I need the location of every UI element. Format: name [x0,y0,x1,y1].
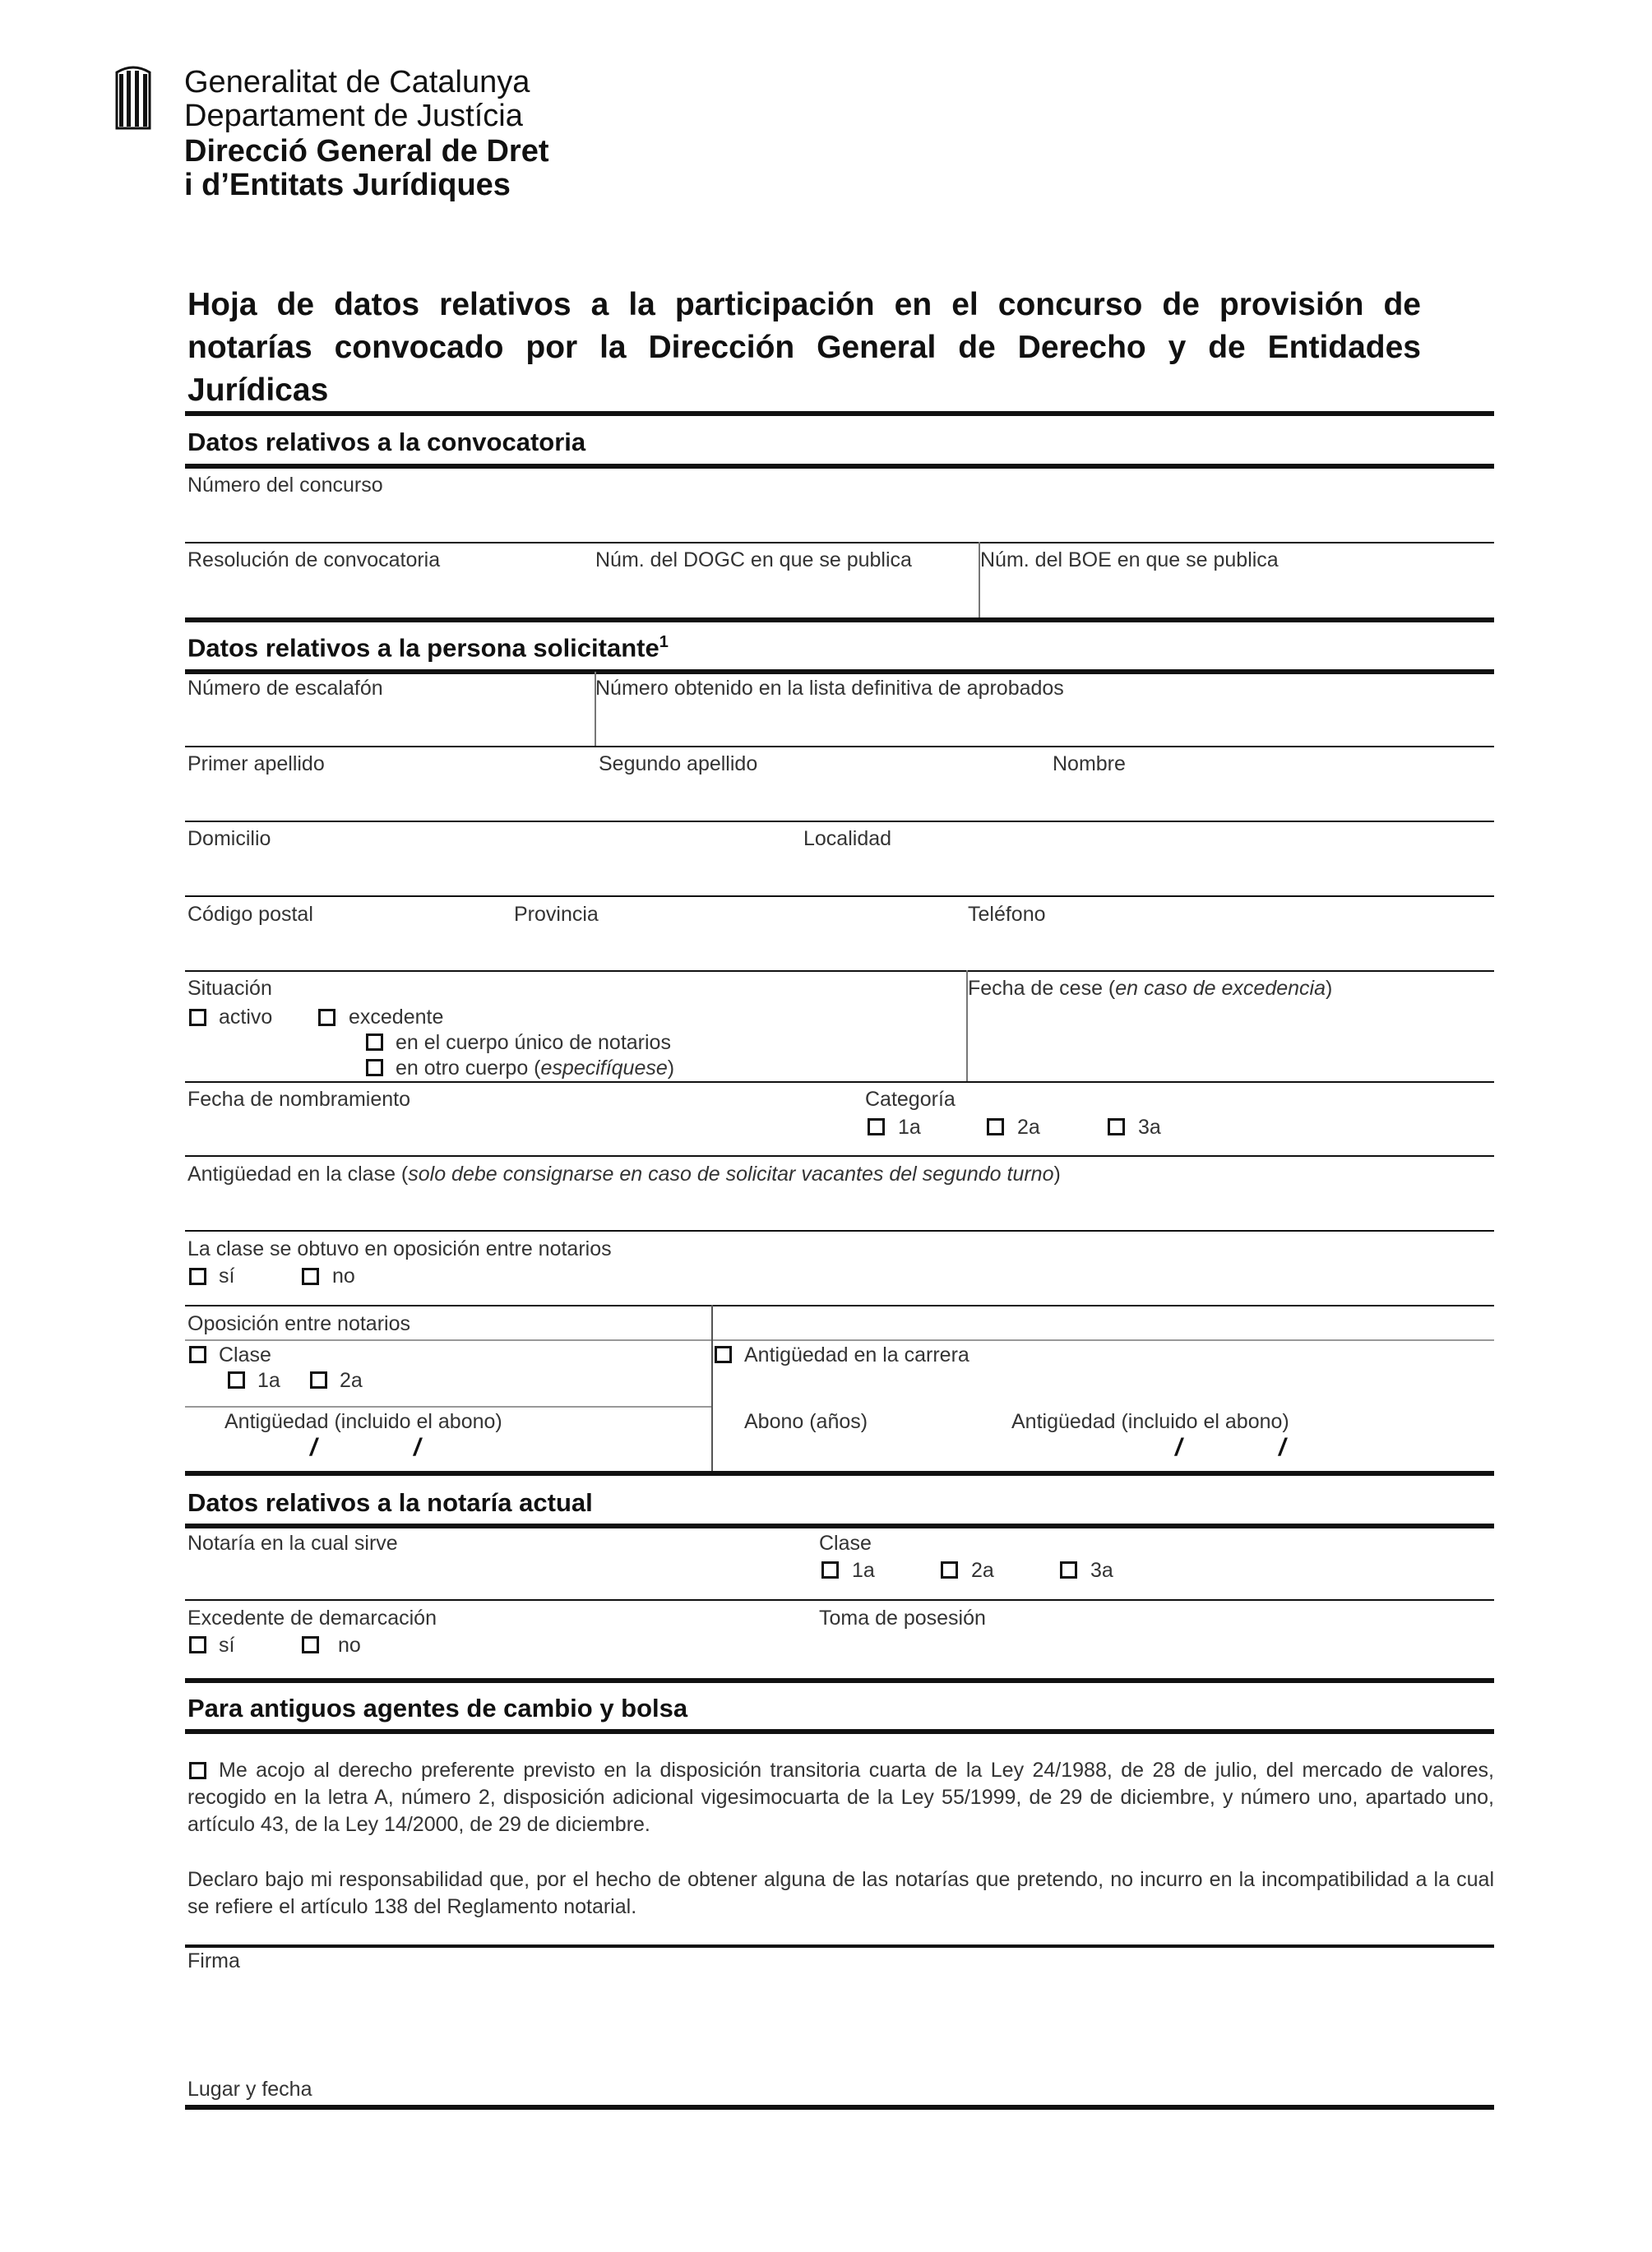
activo-label: activo [219,1006,273,1029]
primer-apellido-label: Primer apellido [187,752,325,775]
excedente-checkbox[interactable] [318,1009,335,1026]
oposicion-entre-notarios-label: Oposición entre notarios [187,1312,410,1335]
fecha-nombramiento-label: Fecha de nombramiento [187,1088,410,1111]
antiguedad-abono-left-label: Antigüedad (incluido el abono) [224,1410,502,1433]
fecha-cese-label: Fecha de cese (en caso de excedencia) [968,977,1333,1000]
cuerpo-unico-checkbox[interactable] [366,1034,383,1051]
date-separator: / [1279,1434,1286,1461]
cuerpo-unico-label: en el cuerpo único de notarios [396,1031,671,1054]
notaria-clase-label: Clase [819,1532,872,1555]
notaria-clase-1a-label: 1a [852,1559,875,1582]
section-solicitante-heading: Datos relativos a la persona solicitante$^1$ [187,633,669,663]
dogc-label: Núm. del DOGC en que se publica [595,548,912,571]
clase-2a-label: 2a [340,1369,363,1392]
section-agentes-heading: Para antiguos agentes de cambio y bolsa [187,1694,688,1723]
demarcacion-si-checkbox[interactable] [189,1636,206,1653]
domicilio-label: Domicilio [187,827,271,850]
oposicion-si-checkbox[interactable] [189,1268,206,1285]
antiguedad-clase-label: Antigüedad en la clase (solo debe consignarse en caso de solicitar vacantes del segundo turno) [187,1163,1061,1186]
clase-label: Clase [219,1343,271,1366]
demarcacion-si-label: sí [219,1634,235,1657]
date-separator: / [1175,1434,1182,1461]
resolucion-label: Resolución de convocatoria [187,548,441,571]
provincia-label: Provincia [514,903,599,926]
firma-label: Firma [187,1949,240,1972]
categoria-3a-label: 3a [1138,1116,1161,1139]
date-separator: / [414,1434,421,1461]
header-line-4: i d’Entitats Jurídiques [184,168,511,202]
clase-checkbox[interactable] [189,1346,206,1363]
situacion-label: Situación [187,977,272,1000]
demarcacion-no-checkbox[interactable] [302,1636,319,1653]
categoria-label: Categoría [865,1088,956,1111]
otro-cuerpo-checkbox[interactable] [366,1059,383,1076]
generalitat-logo-icon [115,66,151,130]
demarcacion-no-label: no [338,1634,361,1657]
categoria-1a-label: 1a [898,1116,921,1139]
escalafon-label: Número de escalafón [187,677,383,700]
page-title: Hoja de datos relativos a la participación en el concurso de provisión de notarías convocado por la Dirección General de Derecho y de Entidades Jurídicas [187,287,1421,408]
clase-1a-label: 1a [257,1369,280,1392]
excedente-label: excedente [349,1006,444,1029]
notaria-clase-2a-label: 2a [971,1559,994,1582]
section-notaria-heading: Datos relativos a la notaría actual [187,1488,593,1517]
oposicion-si-label: sí [219,1265,235,1288]
lista-label: Número obtenido en la lista definitiva de aprobados [595,677,1064,700]
derecho-preferente-text: Me acojo al derecho preferente previsto en la disposición transitoria cuarta de la Ley 24/1988, de 28 de julio, del mercado de valores, recogido en la letra A, número 2, disposición adicional vigesimocuarta de la Ley 55/1999, de 29 de diciembre, y número uno, apartado uno, artículo 43, de la Ley 14/2000, de 29 de diciembre. [187,1759,1494,1836]
oposicion-no-checkbox[interactable] [302,1268,319,1285]
nombre-label: Nombre [1053,752,1126,775]
date-separator: / [310,1434,317,1461]
header-line-1: Generalitat de Catalunya [184,65,530,99]
categoria-3a-checkbox[interactable] [1108,1118,1125,1135]
excedente-demarcacion-label: Excedente de demarcación [187,1607,437,1630]
header-line-3: Direcció General de Dret [184,134,549,169]
otro-cuerpo-label: en otro cuerpo (especifíquese) [396,1057,675,1080]
lugar-fecha-label: Lugar y fecha [187,2078,312,2101]
categoria-2a-label: 2a [1017,1116,1040,1139]
clase-2a-checkbox[interactable] [310,1371,327,1389]
codigo-postal-label: Código postal [187,903,313,926]
antiguedad-abono-right-label: Antigüedad (incluido el abono) [1011,1410,1289,1433]
categoria-2a-checkbox[interactable] [987,1118,1004,1135]
numero-concurso-label: Número del concurso [187,474,383,497]
declaracion-text: Declaro bajo mi responsabilidad que, por el hecho de obtener alguna de las notarías que pretendo, no incurro en la incompatibilidad a la cual se refiere el artículo 138 del Reglamento notarial. [187,1868,1494,1918]
header-line-2: Departament de Justícia [184,99,523,133]
activo-checkbox[interactable] [189,1009,206,1026]
telefono-label: Teléfono [968,903,1046,926]
abono-label: Abono (años) [744,1410,868,1433]
notaria-sirve-label: Notaría en la cual sirve [187,1532,398,1555]
localidad-label: Localidad [803,827,892,850]
antiguedad-carrera-label: Antigüedad en la carrera [744,1343,969,1366]
section-convocatoria-heading: Datos relativos a la convocatoria [187,428,586,456]
notaria-clase-1a-checkbox[interactable] [821,1561,839,1579]
categoria-1a-checkbox[interactable] [868,1118,885,1135]
notaria-clase-3a-label: 3a [1090,1559,1113,1582]
toma-posesion-label: Toma de posesión [819,1607,986,1630]
footnote-mark: 1 [659,633,669,651]
notaria-clase-2a-checkbox[interactable] [941,1561,958,1579]
boe-label: Núm. del BOE en que se publica [980,548,1279,571]
clase-1a-checkbox[interactable] [228,1371,245,1389]
clase-oposicion-label: La clase se obtuvo en oposición entre notarios [187,1237,612,1260]
notaria-clase-3a-checkbox[interactable] [1060,1561,1077,1579]
antiguedad-carrera-checkbox[interactable] [715,1346,732,1363]
segundo-apellido-label: Segundo apellido [599,752,758,775]
oposicion-no-label: no [332,1265,355,1288]
